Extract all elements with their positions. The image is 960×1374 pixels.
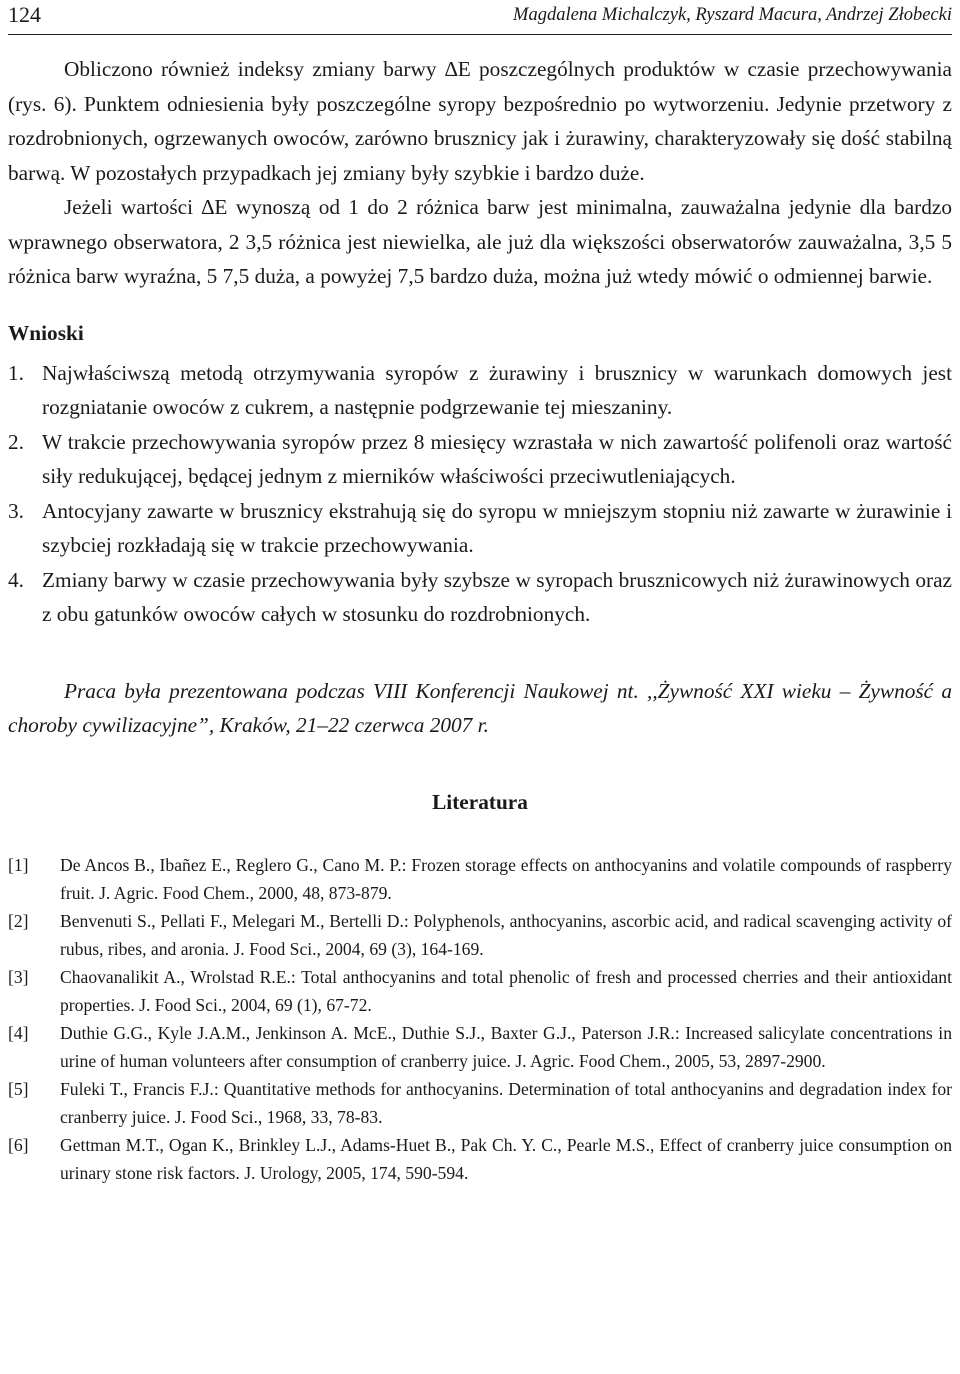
conclusion-text: Zmiany barwy w czasie przechowywania były szybsze w syropach brusznicowych niż żurawinowych oraz z obu gatunków owoców całych w stosunku do rozdrobnionych.: [42, 567, 952, 626]
reference-item: [8, 851, 952, 907]
conclusion-number: 1.: [8, 360, 24, 385]
reference-text: Chaovanalikit A., Wrolstad R.E.: Total anthocyanins and total phenolic of fresh and processed cherries and their antioxidant properties. J. Food Sci., 2004, 69 (1), 67-72.: [60, 966, 952, 1015]
conclusion-item: [8, 356, 952, 425]
reference-number: [2]: [8, 910, 29, 931]
reference-text: Benvenuti S., Pellati F., Melegari M., Bertelli D.: Polyphenols, anthocyanins, ascorbic acid, and radical scavenging activity of rubus, ribes, and aronia. J. Food Sci., 2004, 69 (3), 164-169.: [60, 910, 952, 959]
running-head-authors: Magdalena Michalczyk, Ryszard Macura, Andrzej Złobecki: [513, 5, 952, 25]
reference-text: Fuleki T., Francis F.J.: Quantitative methods for anthocyanins. Determination of total anthocyanins and degradation index for cranberry juice. J. Food Sci., 1968, 33, 78-83.: [60, 1078, 952, 1127]
reference-list: [8, 851, 952, 1187]
reference-item: [8, 1075, 952, 1131]
conclusion-item: [8, 563, 952, 632]
reference-number: [1]: [8, 854, 29, 875]
page-header: [8, 0, 952, 35]
reference-item: [8, 907, 952, 963]
conclusion-text: W trakcie przechowywania syropów przez 8 miesięcy wzrastała w nich zawartość polifenoli oraz wartość siły redukującej, będącej jednym z mierników właściwości przeciwutleniających.: [42, 429, 952, 488]
paragraph-color-index: Obliczono również indeksy zmiany barwy ∆E poszczególnych produktów w czasie przechowywania (rys. 6). Punktem odniesienia były poszczególne syropy bezpośrednio po wytworzeniu. Jedynie przetwory z rozdrobnionych, ogrzewanych owoców, zarówno brusznicy jak i żurawiny, charakteryzowały się dość stabilną barwą. W pozostałych przypadkach jej zmiany były szybkie i bardzo duże.: [8, 57, 952, 185]
conclusion-text: Antocyjany zawarte w brusznicy ekstrahują się do syropu w mniejszym stopniu niż zawarte w żurawinie i szybciej rozkładają się w trakcie przechowywania.: [42, 498, 952, 557]
reference-item: [8, 1019, 952, 1075]
reference-item: [8, 963, 952, 1019]
reference-text: Duthie G.G., Kyle J.A.M., Jenkinson A. McE., Duthie S.J., Baxter G.J., Paterson J.R.: Increased salicylate concentrations in urine of human volunteers after consumption of cranberry juice. J. Agric. Food Chem., 2005, 53, 2897-2900.: [60, 1022, 952, 1071]
page-number: 124: [8, 2, 41, 27]
conclusion-item: [8, 494, 952, 563]
reference-number: [5]: [8, 1078, 29, 1099]
conference-note: Praca była prezentowana podczas VIII Konferencji Naukowej nt. ,,Żywność XXI wieku – Żywność a choroby cywilizacyjne”, Kraków, 21–22 czerwca 2007 r.: [8, 678, 952, 737]
conclusion-number: 2.: [8, 429, 24, 454]
reference-number: [3]: [8, 966, 29, 987]
paragraph-delta-e-scale: Jeżeli wartości ∆E wynoszą od 1 do 2 różnica barw jest minimalna, zauważalna jedynie dla bardzo wprawnego obserwatora, 2 3,5 różnica jest niewielka, ale już dla większości obserwatorów zauważalna, 3,5 5 różnica barw wyraźna, 5 7,5 duża, a powyżej 7,5 bardzo duża, można już wtedy mówić o odmiennej barwie.: [8, 195, 952, 288]
conclusion-number: 4.: [8, 567, 24, 592]
conclusion-text: Najwłaściwszą metodą otrzymywania syropów z żurawiny i brusznicy w warunkach domowych jest rozgniatanie owoców z cukrem, a następnie podgrzewanie tej mieszaniny.: [42, 360, 952, 419]
reference-text: De Ancos B., Ibañez E., Reglero G., Cano M. P.: Frozen storage effects on anthocyanins and volatile compounds of raspberry fruit. J. Agric. Food Chem., 2000, 48, 873-879.: [60, 854, 952, 903]
conclusions-title: Wnioski: [8, 320, 84, 345]
body-text: [8, 52, 952, 1187]
reference-item: [8, 1131, 952, 1187]
literature-title: Literatura: [432, 789, 528, 814]
reference-number: [6]: [8, 1134, 29, 1155]
conclusion-item: [8, 425, 952, 494]
reference-text: Gettman M.T., Ogan K., Brinkley L.J., Adams-Huet B., Pak Ch. Y. C., Pearle M.S., Effect of cranberry juice consumption on urinary stone risk factors. J. Urology, 2005, 174, 590-594.: [60, 1134, 952, 1183]
reference-number: [4]: [8, 1022, 29, 1043]
conclusion-number: 3.: [8, 498, 24, 523]
